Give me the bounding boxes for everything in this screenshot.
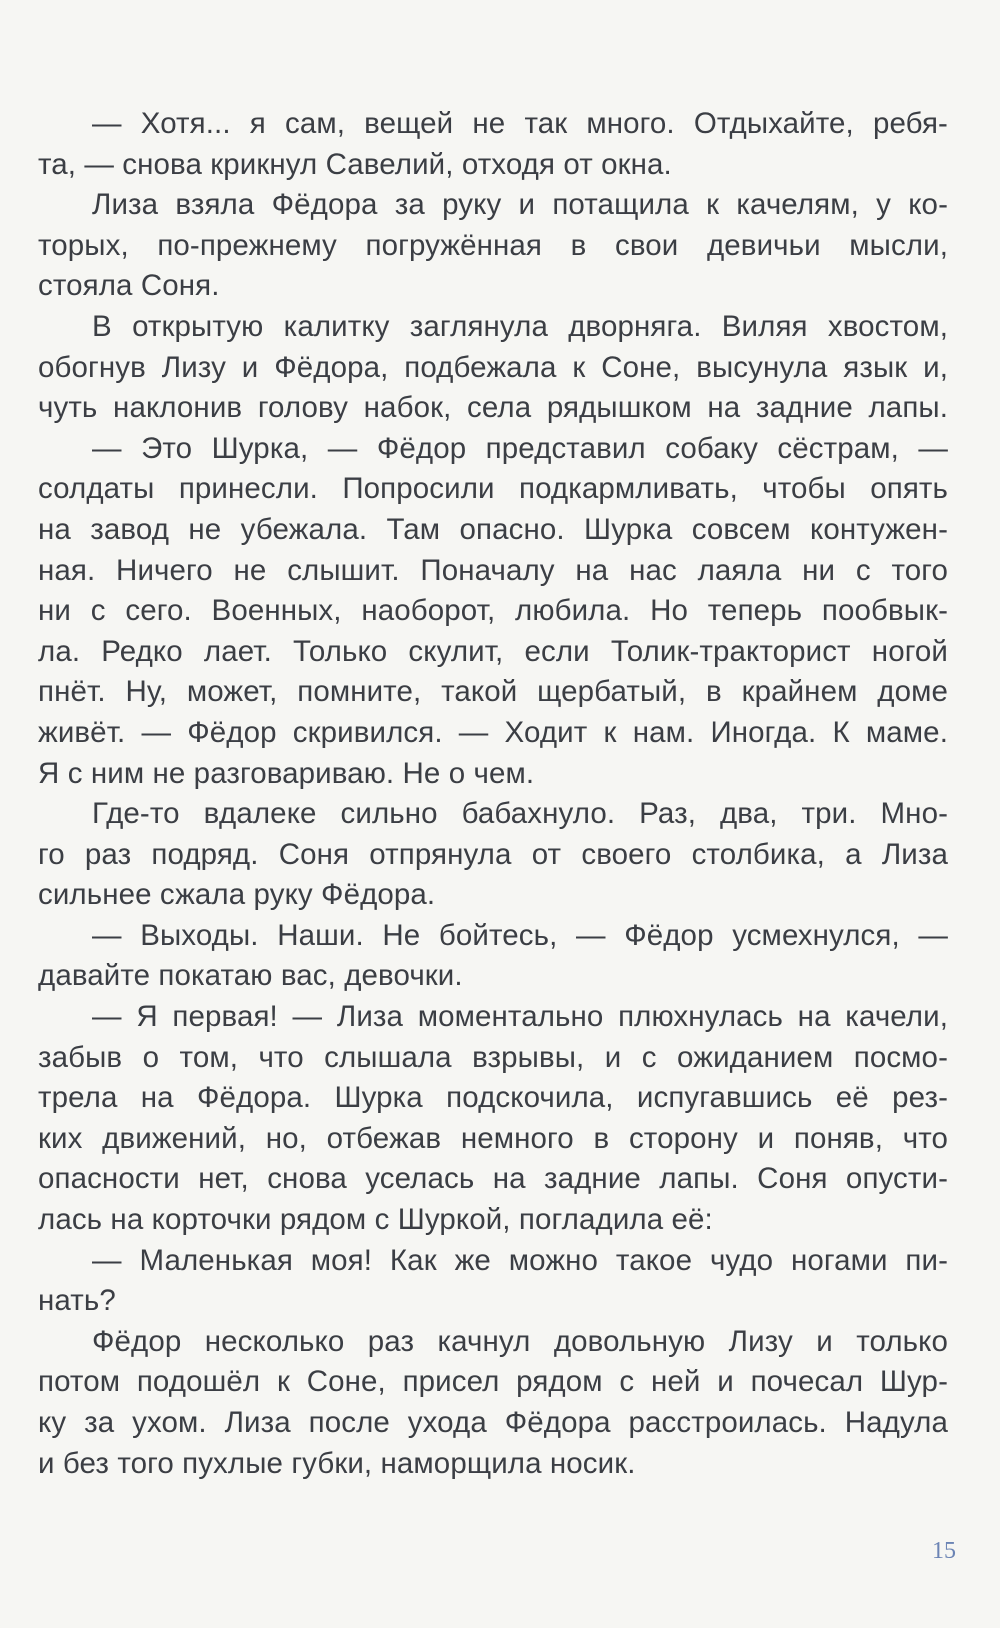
text-line: и без того пухлые губки, наморщила носик. — [38, 1446, 636, 1480]
text-line: на завод не убежала. Там опасно. Шурка совсем контужен- — [38, 512, 948, 546]
text-line: ла. Редко лает. Только скулит, если Толик-тракторист ногой — [38, 634, 948, 668]
text-line: — Это Шурка, — Фёдор представил собаку сёстрам, — — [92, 431, 948, 465]
text-line: потом подошёл к Соне, присел рядом с ней и почесал Шур- — [38, 1365, 948, 1399]
text-line: давайте покатаю вас, девочки. — [38, 959, 463, 993]
text-line: обогнув Лизу и Фёдора, подбежала к Соне, высунула язык и, — [38, 350, 948, 384]
text-line: ни с сего. Военных, наоборот, любила. Но теперь пообвык- — [38, 594, 948, 628]
text-line: Лиза взяла Фёдора за руку и потащила к качелям, у ко- — [92, 188, 948, 222]
text-line: ких движений, но, отбежав немного в сторону и поняв, что — [38, 1121, 948, 1155]
text-line: сильнее сжала руку Фёдора. — [38, 878, 436, 912]
body-text — [38, 104, 948, 1484]
text-line: опасности нет, снова уселась на задние лапы. Соня опусти- — [38, 1162, 948, 1196]
text-line: лась на корточки рядом с Шуркой, погладила её: — [38, 1203, 713, 1237]
text-line: та, — снова крикнул Савелий, отходя от окна. — [38, 147, 672, 181]
page-number: 15 — [932, 1538, 956, 1564]
text-line: — Выходы. Наши. Не бойтесь, — Фёдор усмехнулся, — — [92, 918, 948, 952]
text-line: — Маленькая моя! Как же можно такое чудо ногами пи- — [92, 1243, 948, 1277]
text-line: Где-то вдалеке сильно бабахнуло. Раз, два, три. Мно- — [92, 797, 948, 831]
text-line: — Хотя... я сам, вещей не так много. Отдыхайте, ребя- — [92, 107, 948, 140]
text-line: торых, по-прежнему погружённая в свои девичьи мысли, — [38, 228, 948, 262]
text-line: ная. Ничего не слышит. Поначалу на нас лаяла ни с того — [38, 553, 948, 587]
text-line: пнёт. Ну, может, помните, такой щербатый, в крайнем доме — [38, 675, 948, 709]
text-line: стояла Соня. — [38, 269, 220, 303]
text-line: го раз подряд. Соня отпрянула от своего столбика, а Лиза — [38, 837, 948, 871]
text-line: трела на Фёдора. Шурка подскочила, испугавшись её рез- — [38, 1081, 948, 1115]
text-line: забыв о том, что слышала взрывы, и с ожиданием посмо- — [38, 1040, 948, 1074]
text-line: солдаты принесли. Попросили подкармливать, чтобы опять — [38, 472, 948, 506]
text-line: ку за ухом. Лиза после ухода Фёдора расстроилась. Надула — [38, 1406, 948, 1439]
text-line: Я с ним не разговариваю. Не о чем. — [38, 756, 535, 790]
text-line: живёт. — Фёдор скривился. — Ходит к нам. Иногда. К маме. — [38, 715, 948, 749]
text-line: — Я первая! — Лиза моментально плюхнулась на качели, — [92, 1000, 948, 1034]
text-line: чуть наклонив голову набок, села рядышком на задние лапы. — [38, 391, 948, 425]
text-line: В открытую калитку заглянула дворняга. Виляя хвостом, — [92, 309, 948, 343]
text-line: нать? — [38, 1284, 116, 1318]
text-line: Фёдор несколько раз качнул довольную Лизу и только — [92, 1324, 948, 1358]
